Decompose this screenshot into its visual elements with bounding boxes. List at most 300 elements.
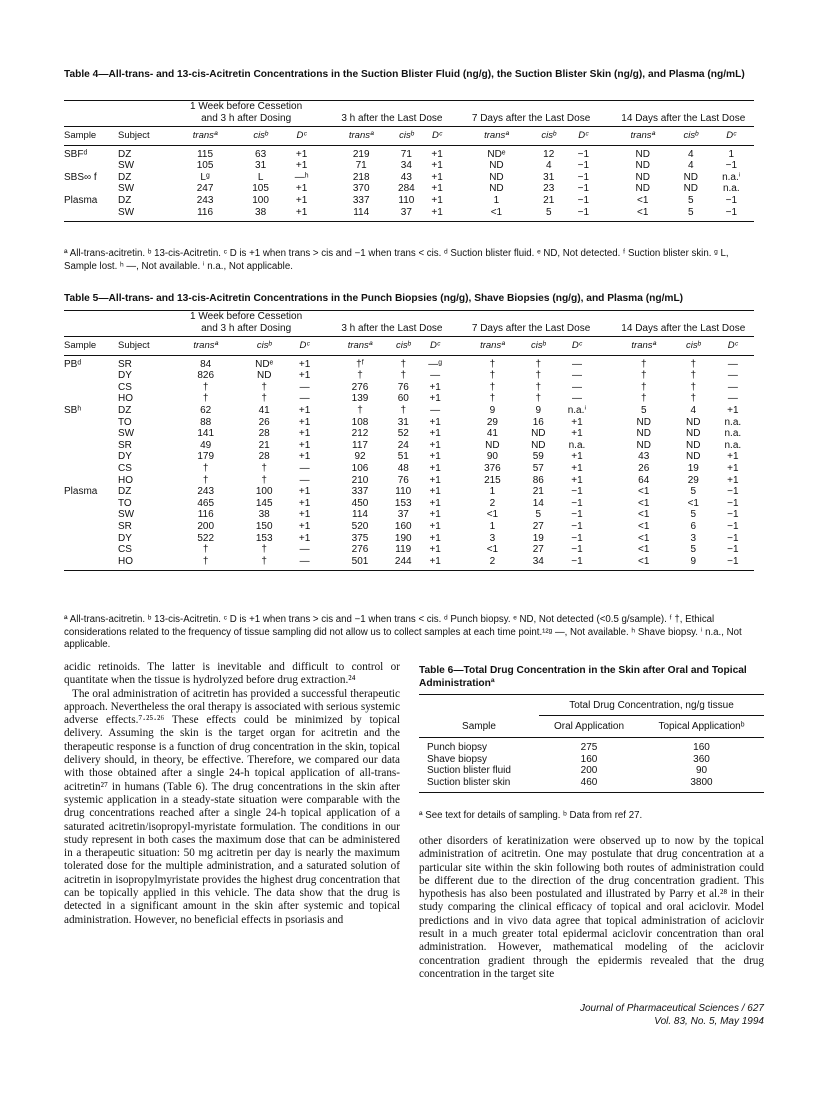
table-cell: <1: [638, 509, 650, 521]
spacer: [599, 463, 613, 475]
table-cell: 38: [255, 206, 267, 218]
table-cell: [64, 463, 118, 475]
table-cell: 41: [258, 404, 270, 416]
table-cell: DY: [118, 532, 132, 544]
spacer: [450, 463, 464, 475]
table-cell: +1: [429, 474, 441, 486]
table-cell: Shave biopsy: [427, 753, 488, 765]
table-cell: —: [299, 555, 310, 567]
table-cell: ND: [683, 171, 699, 183]
table-cell: 5: [535, 509, 542, 521]
table-cell: +1: [429, 451, 441, 463]
table-cell: †: [202, 474, 209, 486]
table5-col-header: cisᵇ: [256, 340, 272, 351]
table-cell: †: [535, 358, 542, 370]
table-cell: 4: [688, 160, 694, 172]
table-cell: 100: [255, 486, 273, 498]
table-cell: 100: [252, 194, 269, 206]
table-cell: 60: [397, 393, 409, 405]
table-cell: 200: [197, 520, 215, 532]
spacer: [450, 382, 464, 394]
table-cell: †: [690, 358, 697, 370]
table-cell: 110: [395, 486, 412, 498]
table-cell: 29: [486, 416, 498, 428]
table5-col-header: Dᶜ: [571, 340, 583, 351]
table-cell: †: [640, 381, 647, 393]
table-cell: †: [261, 393, 267, 405]
table-cell: —: [299, 393, 310, 405]
body-paragraph: acidic retinoids. The latter is inevitable and difficult to control or quantitate when the tissue is hydrolyzed before drug extraction.²⁴: [64, 661, 400, 687]
spacer: [320, 160, 334, 172]
body-left-column: [64, 661, 400, 927]
spacer: [320, 498, 334, 510]
table-cell: +1: [429, 462, 441, 474]
spacer: [599, 127, 613, 146]
table-cell: n.a.: [722, 183, 740, 195]
table-cell: ND: [683, 183, 699, 195]
spacer: [320, 544, 334, 556]
table-cell: 520: [351, 520, 369, 532]
table-cell: +1: [298, 486, 311, 498]
table-cell: 37: [400, 206, 412, 218]
table-cell: +1: [295, 206, 308, 218]
table-cell: [64, 207, 118, 222]
table-cell: Plasma: [64, 486, 98, 498]
spacer: [599, 440, 613, 452]
table-cell: †: [202, 555, 209, 567]
table-row: [419, 777, 764, 793]
table-cell: SW: [118, 206, 135, 218]
table-cell: 43: [400, 171, 412, 183]
table-cell: SBS∞ f: [64, 171, 97, 183]
table-cell: +1: [431, 183, 443, 195]
table-cell: 14: [532, 497, 544, 509]
table-cell: 105: [252, 183, 269, 195]
spacer: [320, 195, 334, 207]
table-cell: HO: [118, 555, 133, 567]
table-cell: 219: [352, 148, 370, 160]
table-cell: —: [430, 370, 441, 382]
table-row: [64, 160, 754, 172]
table-cell: 5: [688, 194, 694, 206]
table-cell: 23: [543, 183, 555, 195]
table-cell: SBʰ: [64, 404, 82, 416]
table-cell: NDᵉ: [487, 148, 506, 160]
spacer: [599, 160, 613, 172]
table-cell: †: [400, 404, 407, 416]
table-cell: SR: [118, 358, 132, 370]
table-cell: SW: [118, 160, 135, 172]
table-cell: 31: [397, 416, 409, 428]
table-cell: 21: [543, 194, 555, 206]
table4-col-header: transª: [348, 130, 374, 141]
table6-col-topical: Topical Applicationᵇ: [658, 721, 745, 733]
table6-group: Total Drug Concentration, ng/g tissue: [569, 700, 734, 711]
spacer: [320, 556, 334, 571]
spacer: [450, 405, 464, 417]
spacer: [450, 509, 464, 521]
spacer: [450, 393, 464, 405]
table-cell: +1: [298, 451, 311, 463]
table-cell: 31: [543, 171, 555, 183]
table-cell: 12: [543, 148, 555, 160]
spacer: [320, 440, 334, 452]
table5: [64, 310, 754, 571]
table4-col-header: Subject: [118, 130, 150, 141]
table-cell: 19: [532, 532, 544, 544]
table-cell: 215: [484, 474, 501, 486]
table-cell: 160: [580, 753, 598, 765]
table-cell: HO: [118, 393, 133, 405]
table-cell: +1: [429, 416, 441, 428]
table-cell: ND: [686, 428, 701, 440]
spacer: [599, 428, 613, 440]
table-cell: 21: [258, 439, 270, 451]
table5-col-header: Subject: [118, 340, 150, 351]
spacer: [320, 486, 334, 498]
table-cell: —: [727, 381, 738, 393]
table-cell: −1: [727, 497, 739, 509]
table-cell: †: [357, 404, 363, 416]
table-cell: TO: [118, 497, 132, 509]
table-cell: SR: [118, 439, 132, 451]
table4-col-header: transª: [192, 130, 218, 141]
table-cell: 376: [484, 462, 501, 474]
table-cell: +1: [571, 474, 583, 486]
table-cell: 337: [351, 486, 369, 498]
table-cell: +1: [298, 370, 311, 382]
table-cell: 465: [197, 497, 215, 509]
table-cell: 284: [398, 183, 415, 195]
table-cell: 115: [197, 148, 214, 160]
spacer: [599, 337, 613, 356]
table-cell: <1: [486, 509, 499, 521]
table-row: [419, 765, 764, 776]
table4: [64, 100, 754, 222]
spacer: [599, 382, 613, 394]
table-row: [64, 556, 754, 571]
table5-title: Table 5—All-trans- and 13-cis-Acitretin Concentrations in the Punch Biopsies (ng/g), Shave Biopsies (ng/g), and Plasma (ng/mL): [64, 293, 684, 304]
table-cell: 34: [532, 555, 544, 567]
table-cell: †: [640, 358, 647, 370]
table-cell: †: [535, 381, 542, 393]
table-row: [64, 405, 754, 417]
table-cell: +1: [429, 532, 441, 544]
table-cell: [64, 509, 118, 521]
table-cell: ND: [489, 171, 504, 183]
table-cell: 243: [196, 194, 214, 206]
table5-group-2: 3 h after the Last Dose: [341, 323, 443, 334]
table-row: [64, 544, 754, 556]
table-cell: +1: [429, 497, 441, 509]
table-cell: ND: [485, 439, 500, 451]
table-cell: n.a.: [724, 416, 742, 428]
table-cell: SBFᵈ: [64, 148, 88, 160]
table-cell: ND: [635, 183, 650, 195]
table-cell: 210: [351, 474, 369, 486]
table-cell: 59: [532, 451, 544, 463]
table-cell: [64, 393, 118, 405]
table4-col-header: transª: [484, 130, 509, 141]
table-cell: [64, 417, 118, 429]
spacer: [599, 544, 613, 556]
spacer: [599, 370, 613, 382]
table4-title: Table 4—All-trans- and 13-cis-Acitretin Concentrations in the Suction Blister Fluid (ng/g), the Suction Blister Skin (ng/g), and Plasma (ng/mL): [64, 69, 745, 80]
table-cell: +1: [727, 404, 739, 416]
table-cell: +1: [298, 520, 311, 532]
table-cell: Plasma: [64, 194, 98, 206]
table-cell: n.a.: [568, 439, 586, 451]
table-cell: 826: [197, 370, 215, 382]
table-cell: DZ: [118, 148, 132, 160]
table-cell: +1: [298, 404, 311, 416]
table-cell: †: [202, 544, 209, 556]
table-row: [64, 195, 754, 207]
table5-col-header: cisᵇ: [395, 340, 411, 351]
table-cell: 460: [580, 776, 598, 788]
table-cell: 3800: [690, 776, 713, 788]
spacer: [599, 533, 613, 545]
table-cell: <1: [638, 497, 650, 509]
table-cell: 57: [532, 462, 544, 474]
spacer: [320, 172, 334, 184]
table-cell: —: [727, 370, 738, 382]
table-cell: [64, 451, 118, 463]
table-cell: 52: [397, 428, 409, 440]
table-cell: 244: [394, 555, 412, 567]
table-cell: †: [640, 370, 647, 382]
table-cell: +1: [429, 544, 441, 556]
table-cell: <1: [637, 206, 649, 218]
table6-col-oral: Oral Application: [553, 721, 625, 733]
table-cell: <1: [687, 497, 699, 509]
journal-footer: [520, 1003, 764, 1028]
table-cell: 5: [688, 206, 694, 218]
table-cell: ND: [635, 148, 650, 160]
table5-col-header: Dᶜ: [727, 340, 738, 351]
table-cell: †: [400, 370, 407, 382]
table-cell: 4: [688, 148, 694, 160]
table-cell: —: [727, 358, 738, 370]
table-cell: ND: [636, 416, 651, 428]
spacer: [599, 486, 613, 498]
table-cell: n.a.ⁱ: [722, 171, 741, 183]
spacer: [320, 428, 334, 440]
table-cell: ND: [636, 439, 651, 451]
table-cell: +1: [431, 160, 443, 172]
table-cell: 105: [196, 160, 214, 172]
spacer: [599, 521, 613, 533]
table-cell: 5: [545, 206, 552, 218]
table-cell: [64, 183, 118, 195]
table-cell: †: [261, 474, 267, 486]
spacer: [599, 556, 613, 571]
spacer: [450, 428, 464, 440]
table-cell: —: [571, 370, 582, 382]
journal-volume: Vol. 83, No. 5, May 1994: [654, 1015, 764, 1027]
spacer: [450, 486, 464, 498]
table-cell: −1: [571, 555, 583, 567]
table-cell: —: [299, 381, 310, 393]
table-cell: +1: [431, 148, 443, 160]
table-cell: +1: [429, 520, 441, 532]
table-cell: −1: [577, 148, 590, 160]
table-cell: <1: [638, 486, 650, 498]
table-cell: ND: [531, 439, 546, 451]
spacer: [450, 172, 464, 184]
table-cell: 5: [690, 486, 697, 498]
table-cell: 179: [197, 451, 215, 463]
table-cell: —: [727, 393, 738, 405]
table-cell: +1: [727, 451, 739, 463]
spacer: [450, 521, 464, 533]
table-cell: 1: [489, 486, 496, 498]
table-cell: −1: [727, 520, 739, 532]
table-cell: +1: [429, 509, 441, 521]
table-cell: ND: [489, 160, 504, 172]
table-cell: Suction blister fluid: [427, 765, 511, 777]
table-cell: +1: [429, 439, 441, 451]
table-cell: SW: [118, 183, 135, 195]
table-cell: 2: [489, 497, 496, 509]
table-cell: DY: [118, 370, 132, 382]
table-cell: <1: [638, 520, 650, 532]
table-cell: SW: [118, 428, 135, 440]
table-cell: 2: [489, 555, 496, 567]
body-right-column: [419, 835, 764, 981]
table-cell: 51: [397, 451, 409, 463]
table-cell: 522: [197, 532, 215, 544]
table-cell: 29: [687, 474, 699, 486]
table-cell: ND: [636, 428, 651, 440]
table-cell: 9: [535, 404, 542, 416]
table-cell: [64, 428, 118, 440]
table-row: [64, 393, 754, 405]
table-row: [64, 428, 754, 440]
table4-group-1: 1 Week before Cessetion and 3 h after Dosing: [190, 101, 303, 124]
table-cell: −1: [577, 160, 590, 172]
table-cell: 360: [693, 753, 710, 765]
table-cell: −1: [577, 206, 590, 218]
table-cell: †: [400, 358, 407, 370]
table-cell: 21: [532, 486, 544, 498]
spacer: [599, 195, 613, 207]
table-cell: 76: [397, 381, 409, 393]
table-cell: †: [261, 544, 267, 556]
table4-col-header: cisᵇ: [253, 130, 268, 141]
table-cell: +1: [571, 416, 583, 428]
spacer: [320, 183, 334, 195]
table4-group-3: 7 Days after the Last Dose: [471, 113, 591, 124]
spacer: [320, 145, 334, 160]
table-cell: +1: [727, 474, 739, 486]
table5-col-header: Dᶜ: [430, 340, 441, 351]
table-cell: <1: [638, 555, 650, 567]
table-cell: +1: [429, 555, 441, 567]
table-row: [64, 382, 754, 394]
table-cell: 116: [197, 206, 214, 218]
table-cell: 501: [351, 555, 369, 567]
table-cell: ND: [635, 160, 650, 172]
table-cell: +1: [431, 206, 443, 218]
spacer: [450, 355, 464, 370]
table-cell: †: [489, 370, 496, 382]
table5-group-3: 7 Days after the Last Dose: [471, 323, 591, 334]
table-cell: 145: [255, 497, 273, 509]
table-row: [419, 754, 764, 765]
table-cell: <1: [486, 544, 499, 556]
table-cell: n.a.ⁱ: [567, 404, 587, 416]
table-cell: [64, 556, 118, 571]
table-cell: [64, 498, 118, 510]
table-cell: 90: [695, 765, 708, 777]
table-cell: 1: [728, 148, 735, 160]
table-cell: 375: [351, 532, 369, 544]
table-cell: −1: [577, 171, 590, 183]
table-cell: −1: [725, 160, 738, 172]
table-cell: 110: [398, 194, 415, 206]
table-cell: 160: [394, 520, 412, 532]
table4-col-header: cisᵇ: [399, 130, 414, 141]
table5-col-header: transª: [193, 340, 218, 351]
spacer: [450, 417, 464, 429]
spacer: [450, 207, 464, 222]
table4-group-4: 14 Days after the Last Dose: [621, 113, 746, 124]
table-cell: †: [489, 393, 496, 405]
spacer: [599, 451, 613, 463]
table-cell: 27: [532, 520, 544, 532]
table-cell: <1: [638, 544, 650, 556]
spacer: [450, 183, 464, 195]
table-cell: 26: [638, 462, 650, 474]
table-row: [64, 463, 754, 475]
table5-group-4: 14 Days after the Last Dose: [621, 323, 746, 334]
table-cell: +1: [295, 194, 308, 206]
spacer: [450, 498, 464, 510]
table-cell: 76: [397, 474, 409, 486]
spacer: [599, 498, 613, 510]
table-cell: 117: [352, 439, 368, 451]
table-cell: 90: [486, 451, 498, 463]
spacer: [450, 451, 464, 463]
table-cell: —: [430, 404, 441, 416]
table-cell: †: [489, 358, 496, 370]
table-cell: 1: [489, 520, 496, 532]
table-cell: †: [535, 393, 542, 405]
table-cell: 88: [200, 416, 212, 428]
table-cell: 71: [355, 160, 367, 172]
table-cell: [64, 521, 118, 533]
table-cell: 63: [255, 148, 267, 160]
table-cell: +1: [429, 393, 441, 405]
table-cell: +1: [298, 416, 311, 428]
table-cell: 450: [351, 497, 369, 509]
table-row: [64, 486, 754, 498]
table6: [419, 694, 764, 793]
table-cell: n.a.: [724, 428, 742, 440]
table-cell: 31: [255, 160, 267, 172]
table5-col-header: transª: [631, 340, 657, 351]
table-cell: 5: [690, 544, 697, 556]
spacer: [599, 417, 613, 429]
table-cell: 6: [690, 520, 697, 532]
table-cell: ND: [256, 370, 272, 382]
table-cell: †: [357, 370, 363, 382]
table-cell: 28: [258, 451, 270, 463]
table-cell: 276: [351, 544, 369, 556]
spacer: [320, 509, 334, 521]
table-cell: +1: [295, 160, 308, 172]
